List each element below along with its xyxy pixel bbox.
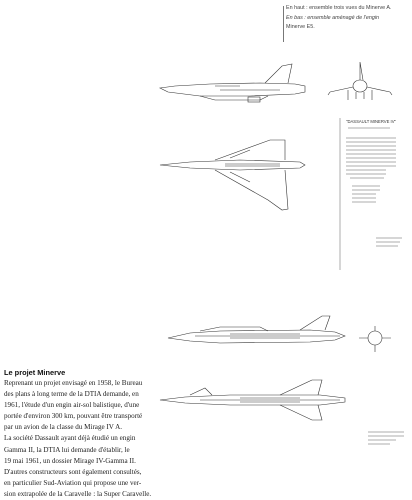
side-view-top: [160, 64, 305, 102]
article-heading: Le projet Minerve: [4, 368, 66, 377]
body-line: 1961, l'étude d'un engin air-sol balistique, d'une: [4, 401, 140, 410]
lower-plan-view: [160, 380, 345, 420]
caption-line: Minerve E5.: [286, 24, 315, 30]
data-block: [340, 118, 402, 270]
body-line: La société Dassault ayant déjà étudié un engin: [4, 434, 136, 443]
caption-line: En haut : ensemble trois vues du Minerve A.: [286, 5, 392, 11]
article-body: [4, 378, 156, 500]
body-line: D'autres constructeurs sont également consultés,: [4, 467, 142, 476]
bottom-data-block: [368, 432, 404, 444]
front-view: [328, 62, 392, 100]
caption-line: En bas : ensemble aménagé de l'engin: [286, 14, 380, 21]
article: [4, 368, 156, 500]
body-line: par un avion de la classe du Mirage IV A.: [4, 423, 123, 432]
plan-view: [160, 140, 305, 210]
section-view: [359, 326, 391, 352]
body-line: en particulier Sud-Aviation qui propose une ver-: [4, 478, 142, 487]
drawing-title: "DASSAULT MINERVE IV": [346, 119, 396, 124]
body-line: Reprenant un projet envisagé en 1958, le Bureau: [4, 379, 143, 387]
body-line: des plans à long terme de la DTIA demande, en: [4, 390, 139, 399]
body-line: Gamma II, la DTIA lui demande d'établir, le: [4, 445, 130, 454]
body-line: portée d'environ 300 km, pouvant être transporté: [4, 412, 143, 421]
lower-side-view: [168, 316, 345, 343]
body-line: 19 mai 1961, un dossier Mirage IV-Gamma II.: [4, 456, 136, 465]
body-line: sion extrapolée de la Caravelle : la Super Caravelle.: [4, 489, 152, 498]
